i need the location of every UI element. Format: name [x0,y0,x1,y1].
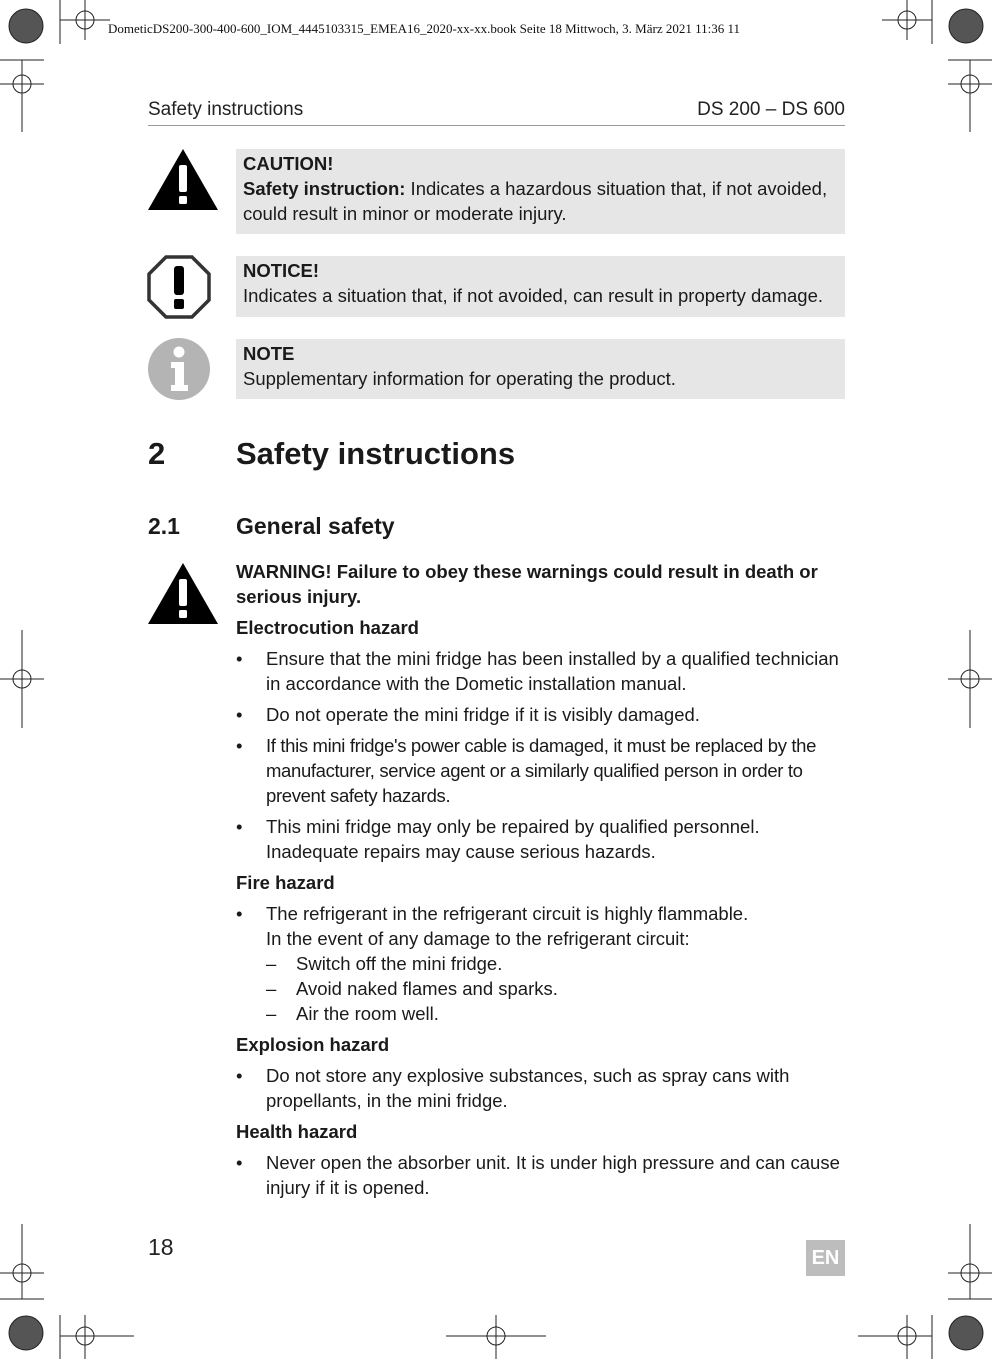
electrocution-hazard-list [236,646,845,864]
general-safety-content [236,559,845,1206]
electrocution-hazard-heading: Electrocution hazard [236,617,419,638]
warning-triangle-icon [147,148,219,211]
running-header-model: DS 200 – DS 600 [697,99,845,120]
health-hazard-heading: Health hazard [236,1121,358,1142]
caution-lead: Safety instruction: [243,178,406,199]
language-tab: EN [806,1240,845,1276]
fire-hazard-line-1: The refrigerant in the refrigerant circuit is highly flammable. [266,903,749,924]
section-title: Safety instructions [236,436,516,471]
caution-text: Indicates a hazardous situation that, if not avoided, could result in minor or moderate injury. [243,178,828,224]
note-title: NOTE [243,343,295,364]
fire-hazard-heading: Fire hazard [236,872,335,893]
list-item: • This mini fridge may only be repaired by qualified personnel. Inadequate repairs may cause serious hazards. [236,816,760,862]
info-circle-icon [147,337,211,401]
list-item: • Ensure that the mini fridge has been installed by a qualified technician in accordance with the Dometic installation manual. [236,648,839,694]
fire-hazard-line-2: In the event of any damage to the refrigerant circuit: [266,928,690,949]
header-rule [148,125,845,126]
step-item: – Avoid naked flames and sparks. [266,978,558,999]
list-item: • If this mini fridge's power cable is damaged, it must be replaced by the manufacturer, service agent or a similarly qualified person in order to prevent safety hazards. [236,735,817,806]
fire-hazard-list [236,901,845,1026]
list-item: • Never open the absorber unit. It is under high pressure and can cause injury if it is opened. [236,1152,840,1198]
subsection-number: 2.1 [148,513,180,539]
notice-box [236,256,845,317]
health-hazard-list [236,1150,845,1200]
fire-hazard-steps [266,951,845,1026]
list-item: • The refrigerant in the refrigerant circuit is highly flammable. In the event of any damage to the refrigerant circuit: – Switch off the mini fridge. – Avoid naked flames and sparks. – Air the room well. [236,901,845,1026]
explosion-hazard-list [236,1063,845,1113]
explosion-hazard-heading: Explosion hazard [236,1034,390,1055]
list-item: • Do not store any explosive substances, such as spray cans with propellants, in the mini fridge. [236,1065,790,1111]
subsection-title: General safety [236,513,395,539]
running-header-title: Safety instructions [148,99,304,120]
notice-text: Indicates a situation that, if not avoided, can result in property damage. [243,285,824,306]
step-item: – Switch off the mini fridge. [266,953,503,974]
warning-triangle-icon [147,562,219,625]
notice-octagon-icon [147,255,211,319]
print-info-line: DometicDS200-300-400-600_IOM_4445103315_EMEA16_2020-xx-xx.book Seite 18 Mittwoch, 3. März 2021 11:36 11 [108,21,741,36]
note-box [236,339,845,399]
list-item: • Do not operate the mini fridge if it is visibly damaged. [236,704,700,725]
note-text: Supplementary information for operating the product. [243,368,676,389]
caution-box [236,149,845,234]
step-item: – Air the room well. [266,1003,439,1024]
page-number: 18 [148,1234,174,1260]
section-number: 2 [148,436,166,471]
warning-statement: WARNING! Failure to obey these warnings could result in death or serious injury. [236,561,818,607]
notice-title: NOTICE! [243,260,320,281]
caution-title: CAUTION! [243,153,334,174]
